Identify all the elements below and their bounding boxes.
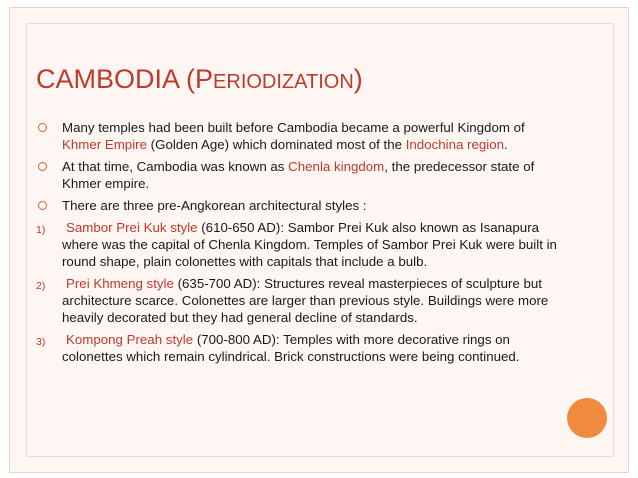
highlighted-term: Prei Khmeng style [66, 276, 174, 291]
item-text [62, 159, 534, 191]
item-text [62, 120, 525, 152]
highlighted-term: Indochina region [405, 137, 505, 152]
item-text [62, 198, 367, 213]
text-segment: (Golden Age) which dominated most of the [146, 137, 406, 152]
highlighted-term: Khmer Empire [62, 137, 147, 152]
numbered-item [36, 275, 566, 326]
text-segment: (700-800 AD): Temples with more decorative rings on colonettes which remain cylindrical. Brick constructions were being continued. [62, 332, 520, 364]
bullet-item [36, 197, 566, 214]
bullet-icon [38, 123, 47, 132]
highlighted-term: Kompong Preah style [66, 332, 194, 347]
slide-title [36, 63, 363, 98]
item-text [62, 332, 519, 364]
text-segment: At that time, Cambodia was known as [62, 159, 289, 174]
text-segment: , the predecessor state of Khmer empire. [62, 159, 535, 191]
numbered-item [36, 219, 566, 270]
title-part-2: ERIODIZATION [213, 71, 354, 93]
slide-content [36, 119, 566, 370]
text-segment: (635-700 AD): Structures reveal masterpieces of sculpture but architecture scarce. Colonettes are larger than previous style. Buildings were more heavily decorated but they had general decline of standards. [62, 276, 549, 325]
title-part-3: ) [353, 64, 363, 94]
item-number: 2) [36, 280, 46, 292]
item-text [62, 220, 557, 269]
text-segment: There are three pre-Angkorean architectural styles : [62, 198, 367, 213]
text-segment: (610-650 AD): Sambor Prei Kuk also known as Isanapura where was the capital of Chenla Kingdom. Temples of Sambor Prei Kuk were built in round shape, plain colonettes with capitals that include a bulb. [62, 220, 557, 269]
text-segment: . [504, 137, 508, 152]
bullet-icon [38, 162, 47, 171]
item-number: 1) [36, 224, 46, 236]
highlighted-term: Sambor Prei Kuk style [66, 220, 198, 235]
numbered-item [36, 331, 566, 365]
bullet-icon [38, 201, 47, 210]
highlighted-term: Chenla kingdom [288, 159, 385, 174]
item-number: 3) [36, 336, 46, 348]
bullet-item [36, 119, 566, 153]
text-segment: Many temples had been built before Cambodia became a powerful Kingdom of [62, 120, 525, 135]
bullet-item [36, 158, 566, 192]
item-text [62, 276, 548, 325]
title-part-1: CAMBODIA (P [36, 64, 214, 94]
decorative-circle [567, 398, 607, 438]
